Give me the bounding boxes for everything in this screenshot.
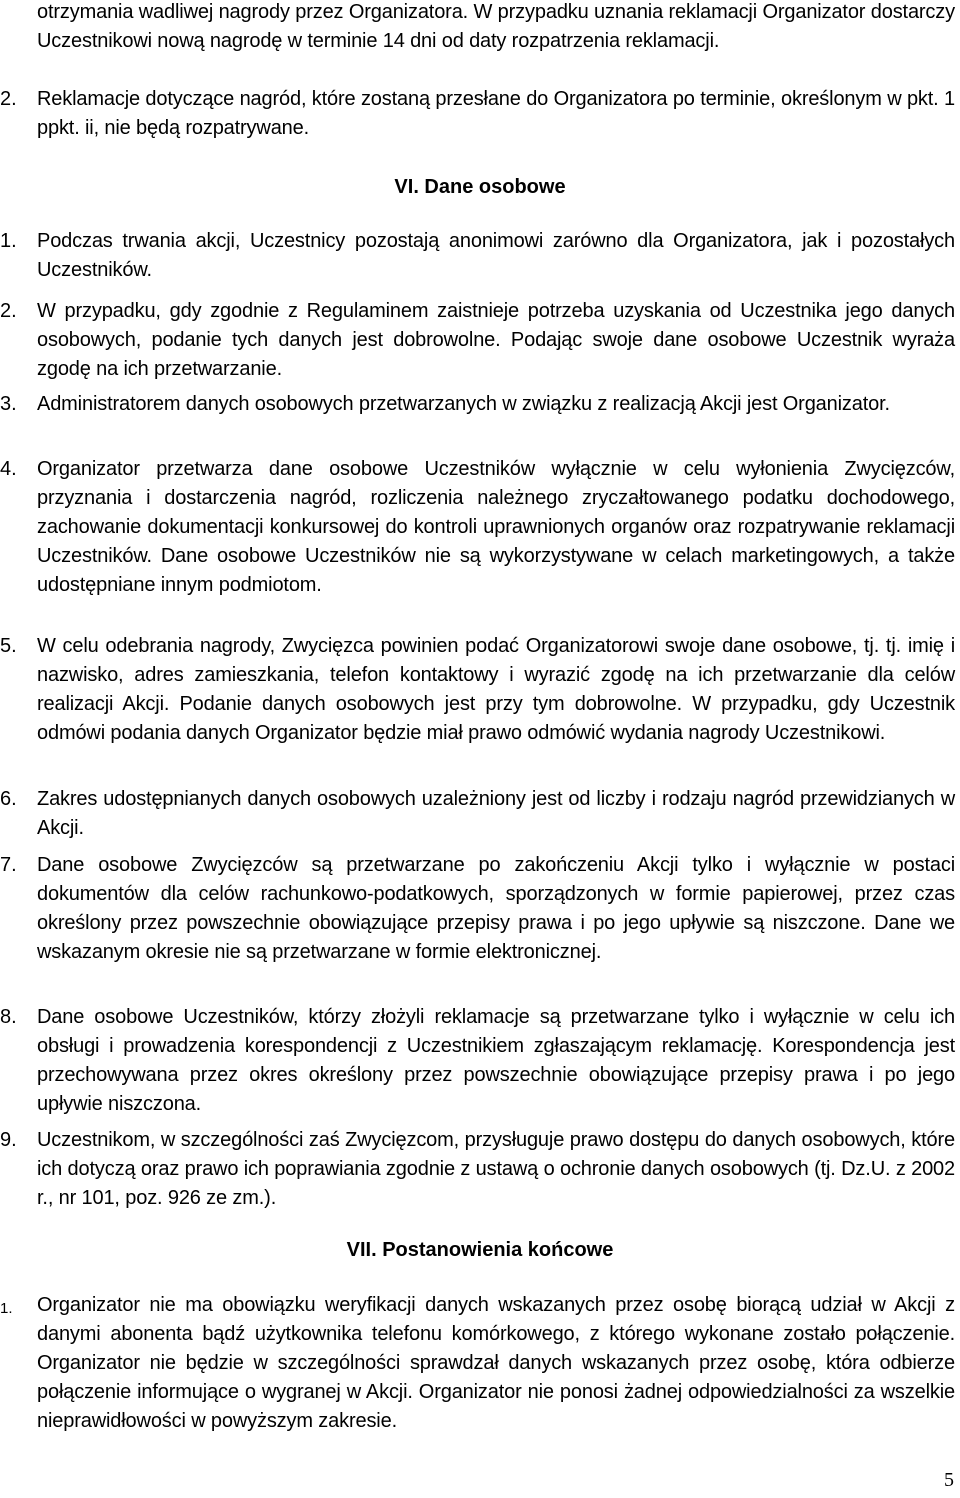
item-number: 2. <box>0 300 17 322</box>
item-number: 5. <box>0 635 17 657</box>
item-text: Organizator nie ma obowiązku weryfikacji danych wskazanych przez osobę biorącą udział w Akcji z danymi abonenta bądź użytkownika telefonu komórkowego, z którego wykonane zostało połączenie. Organizator nie będzie w szczególności sprawdzał danych wskazanych przez osobę, która odbierze połączenie informujące o wygranej w Akcji. Organizator nie ponosi żadnej odpowiedzialności za wszelkie nieprawidłowości w powyższym zakresie. <box>37 1294 955 1432</box>
item-number: 3. <box>0 393 17 415</box>
item-text: Administratorem danych osobowych przetwarzanych w związku z realizacją Akcji jest Organizator. <box>37 393 890 415</box>
item-number: 8. <box>0 1006 17 1028</box>
list-item <box>0 785 955 843</box>
item-text: Dane osobowe Uczestników, którzy złożyli reklamacje są przetwarzane tylko i wyłącznie w celu ich obsługi i prowadzenia korespondencji z Uczestnikiem zgłaszającym reklamację. Korespondencja jest przechowywana przez okres określony przez powszechnie obowiązujące przepisy prawa i po jego upływie niszczona. <box>37 1006 955 1115</box>
item-number: 4. <box>0 458 17 480</box>
item-text: Organizator przetwarza dane osobowe Uczestników wyłącznie w celu wyłonienia Zwycięzców, przyznania i dostarczenia nagród, rozliczenia należnego zryczałtowanego podatku dochodowego, zachowanie dokumentacji konkursowej do kontroli uprawnionych organów oraz rozpatrywanie reklamacji Uczestników. Dane osobowe Uczestników nie są wykorzystywane w celach marketingowych, a także udostępniane innym podmiotom. <box>37 458 955 596</box>
section-heading: VII. Postanowienia końcowe <box>346 1239 614 1261</box>
list-item <box>0 1126 955 1213</box>
item-text: Podczas trwania akcji, Uczestnicy pozostają anonimowi zarówno dla Organizatora, jak i pozostałych Uczestników. <box>37 230 955 281</box>
item-number: 2. <box>0 88 17 110</box>
item-text: W celu odebrania nagrody, Zwycięzca powinien podać Organizatorowi swoje dane osobowe, tj. tj. imię i nazwisko, adres zamieszkania, telefon kontaktowy i wyrazić zgodę na ich przetwarzanie dla celów realizacji Akcji. Podanie danych osobowych jest przy tym dobrowolne. W przypadku, gdy Uczestnik odmówi podania danych Organizator będzie miał prawo odmówić wydania nagrody Uczestnikowi. <box>37 635 955 744</box>
item-number: 1. <box>0 230 17 252</box>
item-text: W przypadku, gdy zgodnie z Regulaminem zaistnieje potrzeba uzyskania od Uczestnika jego danych osobowych, podanie tych danych jest dobrowolne. Podając swoje dane osobowe Uczestnik wyraża zgodę na ich przetwarzanie. <box>37 300 955 380</box>
item-number: 7. <box>0 854 17 876</box>
item-text: Reklamacje dotyczące nagród, które zostaną przesłane do Organizatora po terminie, określonym w pkt. 1 ppkt. ii, nie będą rozpatrywane. <box>37 88 955 139</box>
list-item <box>0 632 955 748</box>
page-number: 5 <box>944 1469 954 1491</box>
list-item <box>0 1291 955 1436</box>
continuation-paragraph <box>0 0 955 56</box>
item-text: Dane osobowe Zwycięzców są przetwarzane po zakończeniu Akcji tylko i wyłącznie w postaci dokumentów dla celów rachunkowo-podatkowych, sporządzonych w formie papierowej, przez czas określony przez powszechnie obowiązujące przepisy prawa i po jego upływie są niszczone. Dane we wskazanym okresie nie są przetwarzane w formie elektronicznej. <box>37 854 955 963</box>
list-item <box>0 455 955 600</box>
item-number: 6. <box>0 788 17 810</box>
item-number: 1. <box>0 1300 13 1317</box>
list-item <box>0 297 955 384</box>
section-heading: VI. Dane osobowe <box>394 176 566 198</box>
item-text: Uczestnikom, w szczególności zaś Zwycięzcom, przysługuje prawo dostępu do danych osobowych, które ich dotyczą oraz prawo ich poprawiania zgodnie z ustawą o ochronie danych osobowych (tj. Dz.U. z 2002 r., nr 101, poz. 926 ze zm.). <box>37 1129 955 1209</box>
list-item <box>0 1003 955 1119</box>
item-text: Zakres udostępnianych danych osobowych uzależniony jest od liczby i rodzaju nagród przewidzianych w Akcji. <box>37 788 955 839</box>
list-item <box>0 85 955 143</box>
list-item <box>0 390 955 419</box>
item-number: 9. <box>0 1129 17 1151</box>
list-item <box>0 851 955 967</box>
paragraph-text: otrzymania wadliwej nagrody przez Organizatora. W przypadku uznania reklamacji Organizator dostarczy Uczestnikowi nową nagrodę w terminie 14 dni od daty rozpatrzenia reklamacji. <box>37 1 955 52</box>
list-item <box>0 227 955 285</box>
